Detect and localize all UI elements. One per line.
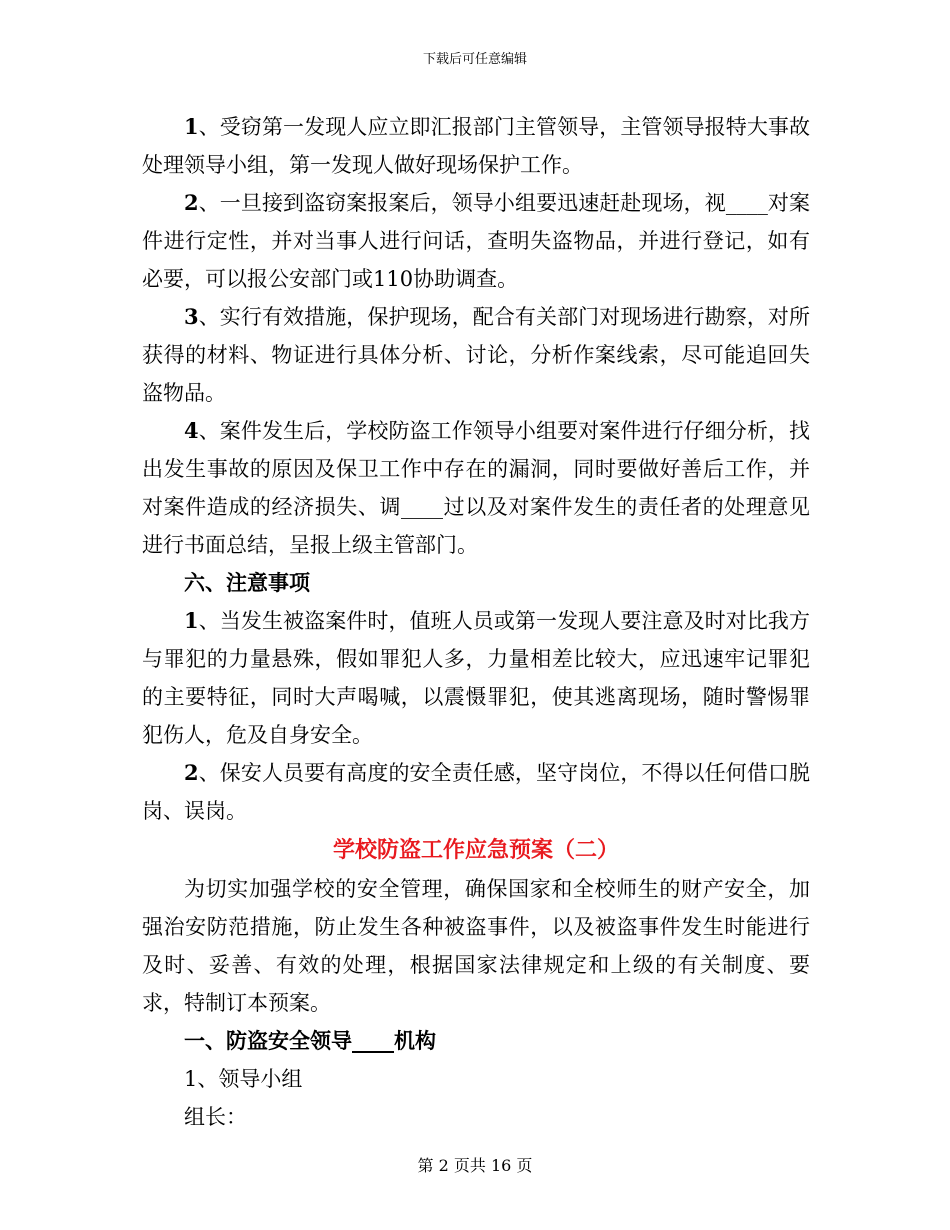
section-six-heading: 六、注意事项 xyxy=(184,570,310,595)
paragraph-text: 、实行有效措施，保护现场，配合有关部门对现场进行勘察，对所获得的材料、物证进行具体分析、讨论，分析作案线索，尽可能追回失盗物品。 xyxy=(142,305,810,405)
intro-paragraph: 为切实加强学校的安全管理，确保国家和全校师生的财产安全，加强治安防范措施，防止发生各种被盗事件，以及被盗事件发生时能进行及时、妥善、有效的处理，根据国家法律规定和上级的有关制度、要求，特制订本预案。 xyxy=(142,877,810,1015)
paragraph-text: 、一旦接到盗窃案报案后，领导小组要迅速赶赴现场，视____对案件进行定性，并对当事人进行问话，查明失盗物品，并进行登记，如有必要，可以报公安部门或110协助调查。 xyxy=(142,191,810,291)
subsection-leader-group: 1、领导小组 xyxy=(184,1067,303,1091)
paragraph-number: 4 xyxy=(184,418,199,443)
leader-label: 组长： xyxy=(184,1105,247,1129)
note-2 xyxy=(142,754,810,830)
page-footer: 第 2 页共 16 页 xyxy=(417,1156,533,1175)
document-title: 学校防盗工作应急预案（二） xyxy=(332,837,619,863)
note-number: 2 xyxy=(184,760,199,785)
note-text: 、当发生被盗案件时，值班人员或第一发现人要注意及时对比我方与罪犯的力量悬殊，假如罪犯人多，力量相差比较大，应迅速牢记罪犯的主要特征，同时大声喝喊，以震慑罪犯，使其逃离现场，随时警惕罪犯伤人，危及自身安全。 xyxy=(142,609,810,747)
paragraph-number: 3 xyxy=(184,304,199,329)
paragraph-number: 2 xyxy=(184,190,199,215)
paragraph-3 xyxy=(142,298,810,412)
document-body xyxy=(142,108,810,1136)
paragraph-text: 、受窃第一发现人应立即汇报部门主管领导，主管领导报特大事故处理领导小组，第一发现人做好现场保护工作。 xyxy=(142,115,810,177)
note-number: 1 xyxy=(184,608,199,633)
paragraph-text: 、案件发生后，学校防盗工作领导小组要对案件进行仔细分析，找出发生事故的原因及保卫工作中存在的漏洞，同时要做好善后工作，并对案件造成的经济损失、调____过以及对案件发生的责任者的处理意见进行书面总结，呈报上级主管部门。 xyxy=(142,419,810,557)
note-1 xyxy=(142,602,810,754)
paragraph-4 xyxy=(142,412,810,564)
paragraph-1 xyxy=(142,108,810,184)
page-header: 下载后可任意编辑 xyxy=(422,52,527,67)
note-text: 、保安人员要有高度的安全责任感，坚守岗位，不得以任何借口脱岗、误岗。 xyxy=(142,761,810,823)
section-one-heading: 一、防盗安全领导____机构 xyxy=(184,1028,436,1053)
paragraph-number: 1 xyxy=(184,114,199,139)
paragraph-2 xyxy=(142,184,810,298)
